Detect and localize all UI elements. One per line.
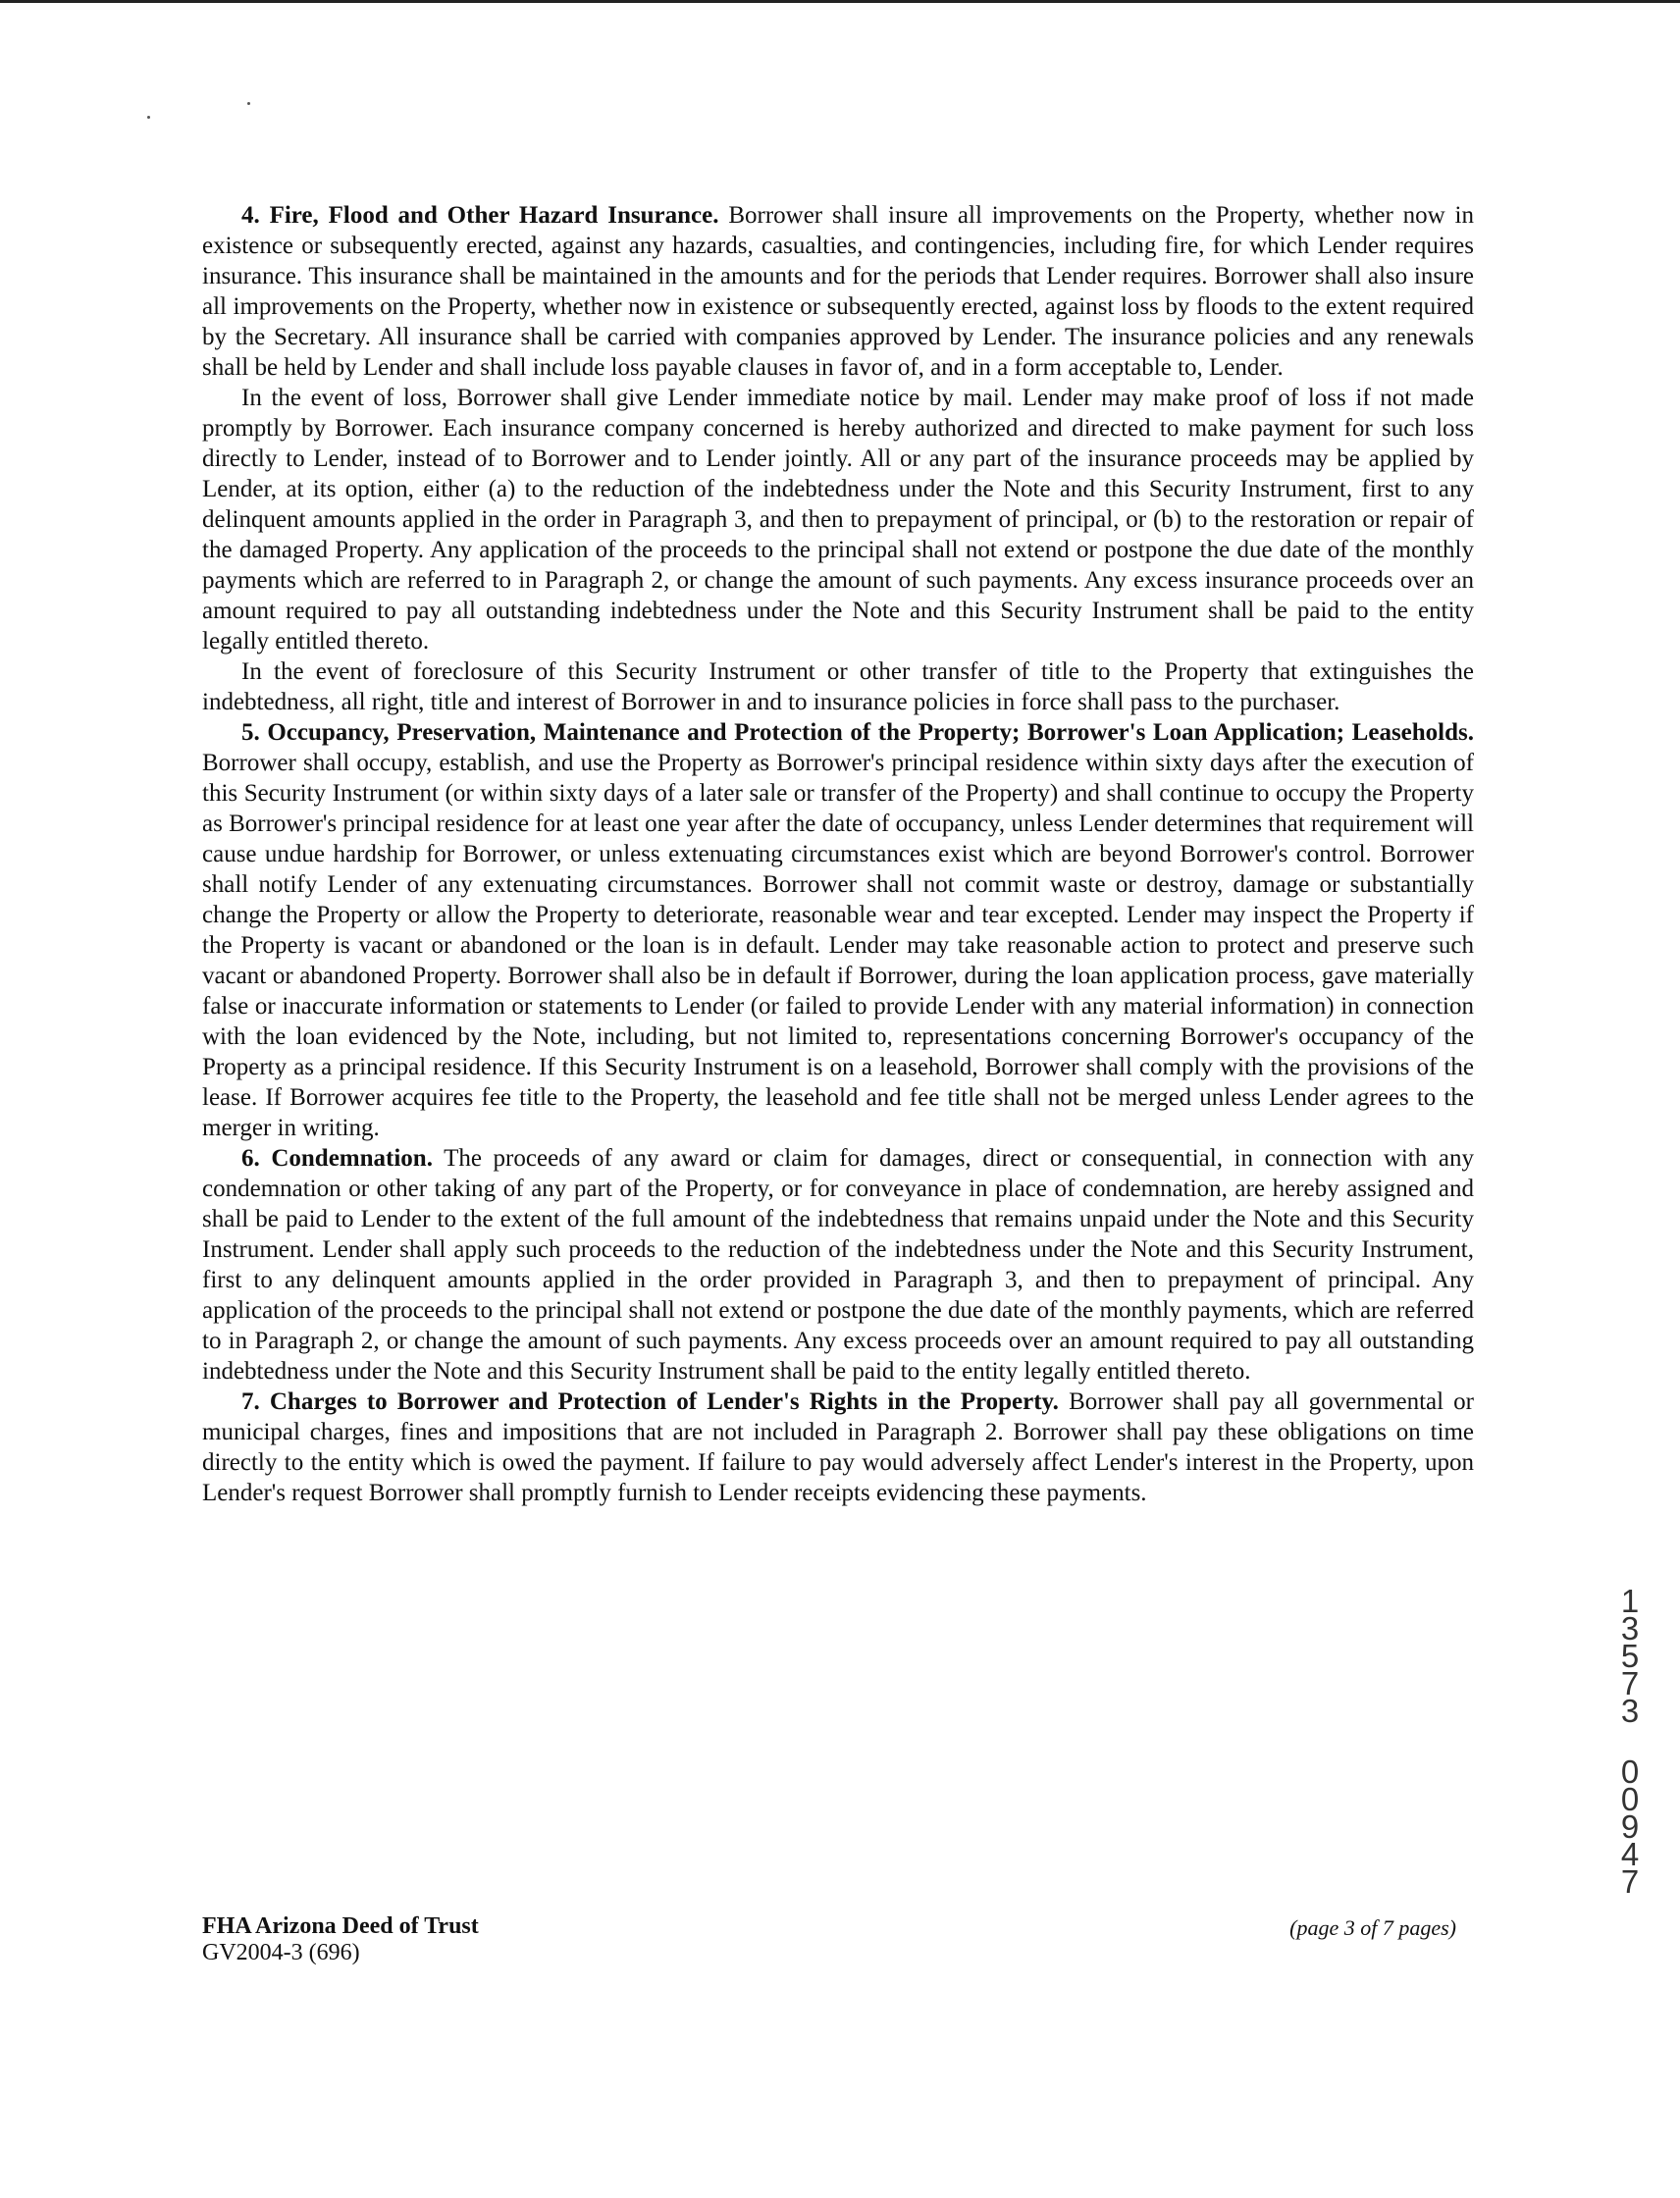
paragraph-4-hazard-insurance: [202, 200, 1474, 383]
paragraph-heading: 5. Occupancy, Preservation, Maintenance and Protection of the Property; Borrower's Loan Application; Leaseholds.: [241, 719, 1474, 746]
document-body: [202, 200, 1474, 1508]
paragraph-4-foreclosure: [202, 656, 1474, 717]
page-number: (page 3 of 7 pages): [1289, 1915, 1456, 1940]
stamp-digit: 0: [1620, 1753, 1640, 1790]
paragraph-text: In the event of loss, Borrower shall give Lender immediate notice by mail. Lender may make proof of loss if not made promptly by Borrower. Each insurance company concerned is hereby authorized and directed to make payment for such loss directly to Lender, instead of to Borrower and to Lender jointly. All or any part of the insurance proceeds may be applied by Lender, at its option, either (a) to the reduction of the indebtedness under the Note and this Security Instrument, first to any delinquent amounts applied in the order in Paragraph 3, and then to prepayment of principal, or (b) to the restoration or repair of the damaged Property. Any application of the proceeds to the principal shall not extend or postpone the due date of the monthly payments which are referred to in Paragraph 2, or change the amount of such payments. Any excess insurance proceeds over an amount required to pay all outstanding indebtedness under the Note and this Security Instrument shall be paid to the entity legally entitled thereto.: [202, 385, 1474, 654]
stamp-digit: 5: [1620, 1638, 1640, 1674]
stamp-digit: 1: [1620, 1583, 1640, 1619]
paragraph-text: Borrower shall pay all governmental or municipal charges, fines and impositions that are not included in Paragraph 2. Borrower shall pay these obligations on time directly to the entity which is owed the payment. If failure to pay would adversely affect Lender's interest in the Property, upon Lender's request Borrower shall promptly furnish to Lender receipts evidencing these payments.: [202, 1388, 1475, 1506]
form-title: FHA Arizona Deed of Trust: [202, 1913, 479, 1939]
paragraph-text: Borrower shall occupy, establish, and use the Property as Borrower's principal residence within sixty days after the execution of this Security Instrument (or within sixty days of a later sale or transfer of the Property) and shall continue to occupy the Property as Borrower's principal residence for at least one year after the date of occupancy, unless Lender determines that requirement will cause undue hardship for Borrower, or unless extenuating circumstances exist which are beyond Borrower's control. Borrower shall notify Lender of any extenuating circumstances. Borrower shall not commit waste or destroy, damage or substantially change the Property or allow the Property to deteriorate, reasonable wear and tear excepted. Lender may inspect the Property if the Property is vacant or abandoned or the loan is in default. Lender may take reasonable action to protect and preserve such vacant or abandoned Property. Borrower shall also be in default if Borrower, during the loan application process, gave materially false or inaccurate information or statements to Lender (or failed to provide Lender with any material information) in connection with the loan evidenced by the Note, including, but not limited to, representations concerning Borrower's occupancy of the Property as a principal residence. If this Security Instrument is on a leasehold, Borrower shall comply with the provisions of the lease. If Borrower acquires fee title to the Property, the leasehold and fee title shall not be merged unless Lender agrees to the merger in writing.: [202, 750, 1474, 1141]
paragraph-6-condemnation: [202, 1143, 1474, 1387]
paragraph-text: The proceeds of any award or claim for damages, direct or consequential, in connection with any condemnation or other taking of any part of the Property, or for conveyance in place of condemnation, are hereby assigned and shall be paid to Lender to the extent of the full amount of the indebtedness that remains unpaid under the Note and this Security Instrument. Lender shall apply such proceeds to the reduction of the indebtedness under the Note and this Security Instrument, first to any delinquent amounts applied in the order provided in Paragraph 3, and then to prepayment of principal. Any application of the proceeds to the principal shall not extend or postpone the due date of the monthly payments, which are referred to in Paragraph 2, or change the amount of such payments. Any excess proceeds over an amount required to pay all outstanding indebtedness under the Note and this Security Instrument shall be paid to the entity legally entitled thereto.: [202, 1145, 1474, 1385]
paragraph-4-loss: [202, 383, 1474, 656]
paragraph-text: Borrower shall insure all improvements on the Property, whether now in existence or subsequently erected, against any hazards, casualties, and contingencies, including fire, for which Lender requires insurance. This insurance shall be maintained in the amounts and for the periods that Lender requires. Borrower shall also insure all improvements on the Property, whether now in existence or subsequently erected, against loss by floods to the extent required by the Secretary. All insurance shall be carried with companies approved by Lender. The insurance policies and any renewals shall be held by Lender and shall include loss payable clauses in favor of, and in a form acceptable to, Lender.: [202, 202, 1474, 381]
scan-speck: [147, 116, 150, 119]
scan-speck: [247, 102, 250, 105]
paragraph-text: In the event of foreclosure of this Security Instrument or other transfer of title to the Property that extinguishes the indebtedness, all right, title and interest of Borrower in and to insurance policies in force shall pass to the purchaser.: [202, 658, 1474, 715]
stamp-digit: 7: [1620, 1863, 1640, 1900]
paragraph-5-occupancy: [202, 717, 1474, 1143]
stamp-digit: 4: [1620, 1836, 1640, 1872]
recording-number-stamp: [1615, 1583, 1645, 1900]
stamp-digit: 3: [1620, 1610, 1640, 1647]
footer-form-info: [202, 1913, 479, 1966]
paragraph-heading: 6. Condemnation.: [241, 1145, 433, 1172]
stamp-digit: 0: [1620, 1781, 1640, 1817]
paragraph-heading: 4. Fire, Flood and Other Hazard Insurance.: [241, 202, 719, 229]
top-border-line: [0, 0, 1680, 3]
stamp-digit: 9: [1620, 1808, 1640, 1845]
paragraph-7-charges: [202, 1387, 1474, 1508]
stamp-digit: 7: [1620, 1665, 1640, 1701]
stamp-digit: 3: [1620, 1693, 1640, 1729]
form-number: GV2004-3 (696): [202, 1940, 360, 1965]
paragraph-heading: 7. Charges to Borrower and Protection of Lender's Rights in the Property.: [241, 1388, 1059, 1415]
